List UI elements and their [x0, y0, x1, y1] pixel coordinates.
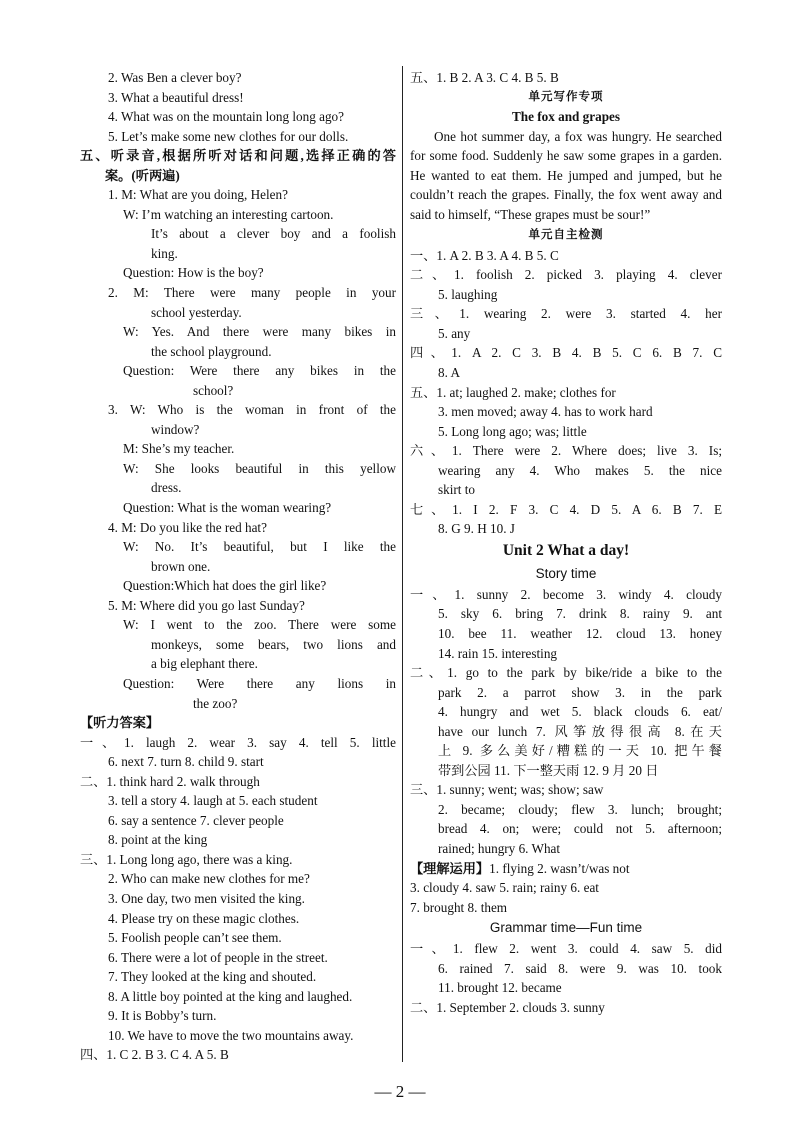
text-line: 一、1. sunny 2. become 3. windy 4. cloudy: [410, 586, 722, 602]
text-line: 二、1. go to the park by bike/ride a bike to the: [410, 665, 722, 681]
text-line: monkeys, some bears, two lions and: [151, 636, 396, 652]
text-line: Question: How is the boy?: [123, 265, 264, 281]
text-line: 4. What was on the mountain long long ago?: [108, 109, 344, 125]
text-line: 5. Let’s make some new clothes for our dolls.: [108, 128, 349, 144]
text-line: 1. M: What are you doing, Helen?: [108, 187, 288, 203]
text-line: 三、1. sunny; went; was; show; saw: [410, 782, 604, 798]
story-time-title: Story time: [535, 565, 597, 581]
text-line: have our lunch 7. 风筝放得很高 8.在天: [438, 723, 722, 739]
text-line: king.: [151, 245, 178, 261]
writing-section-title: 单元写作专项: [528, 90, 604, 103]
text-line: 一、1. flew 2. went 3. could 4. saw 5. did: [410, 941, 722, 957]
text-line: 3. tell a story 4. laugh at 5. each student: [108, 793, 318, 809]
text-line: 二、1. September 2. clouds 3. sunny: [410, 999, 605, 1015]
text-line: 4. Please try on these magic clothes.: [108, 910, 300, 926]
text-line: 5. Long long ago; was; little: [438, 423, 587, 439]
text-line: 6. There were a lot of people in the street.: [108, 949, 328, 965]
text-line: W: Yes. And there were many bikes in: [123, 324, 396, 340]
text-line: 六、1. There were 2. Where does; live 3. Is;: [410, 443, 722, 459]
text-line: W: She looks beautiful in this yellow: [123, 460, 396, 476]
text-line: 5. laughing: [438, 286, 498, 302]
right-top-answers: [410, 68, 722, 88]
text-line: W: I’m watching an interesting cartoon.: [123, 206, 334, 222]
text-line: 2. became; cloudy; flew 3. lunch; brought;: [438, 801, 722, 817]
text-line: 2. Who can make new clothes for me?: [108, 871, 310, 887]
page-number: — 2 —: [374, 1082, 426, 1101]
text-line: W: No. It’s beautiful, but I like the: [123, 539, 396, 555]
text-line: Question: What is the woman wearing?: [123, 500, 332, 516]
text-line: window?: [151, 421, 200, 437]
text-line: 五、听录音,根据所听对话和问题,选择正确的答: [80, 148, 396, 164]
text-line: 5. M: Where did you go last Sunday?: [108, 597, 305, 613]
text-line: 【理解运用】1. flying 2. wasn’t/was not: [410, 860, 630, 876]
text-line: brown one.: [151, 558, 211, 574]
text-line: 6. next 7. turn 8. child 9. start: [108, 754, 264, 770]
text-line: 7. They looked at the king and shouted.: [108, 969, 317, 985]
text-line: 3. What a beautiful dress!: [108, 89, 244, 105]
text-line: the zoo?: [193, 695, 238, 711]
grammar-time-title: Grammar time—Fun time: [489, 920, 643, 936]
text-line: park 2. a parrot show 3. in the park: [438, 684, 722, 700]
text-line: 5. sky 6. bring 7. drink 8. rainy 9. ant: [438, 606, 722, 622]
text-line: 【听力答案】: [80, 715, 160, 731]
text-line: rained; hungry 6. What: [438, 841, 561, 856]
text-line: 2. M: There were many people in your: [108, 285, 396, 301]
text-line: 8. G 9. H 10. J: [438, 521, 515, 537]
text-line: 一、1. laugh 2. wear 3. say 4. tell 5. little: [80, 734, 396, 750]
text-line: 10. We have to move the two mountains away.: [108, 1027, 354, 1043]
text-line: 3. cloudy 4. saw 5. rain; rainy 6. eat: [410, 880, 599, 896]
text-line: the school playground.: [151, 343, 272, 359]
text-line: skirt to: [438, 482, 475, 498]
story-title: The fox and grapes: [511, 109, 621, 125]
text-line: 8. point at the king: [108, 832, 208, 848]
text-line: Question: Were there any lions in: [123, 675, 396, 691]
text-line: 案。(听两遍): [105, 167, 180, 183]
text-line: wearing any 4. Who makes 5. the nice: [438, 462, 722, 478]
text-line: 五、1. at; laughed 2. make; clothes for: [410, 384, 616, 400]
text-line: W: I went to the zoo. There were some: [123, 617, 396, 633]
text-line: 三、1. Long long ago, there was a king.: [80, 851, 293, 867]
text-line: 8. A: [438, 364, 460, 380]
text-line: 3. W: Who is the woman in front of the: [108, 402, 396, 418]
unit-test-answers: [410, 246, 722, 539]
story-time-answers: [410, 585, 722, 917]
text-line: 9. It is Bobby’s turn.: [108, 1008, 217, 1024]
story-paragraph: One hot summer day, a fox was hungry. He searched for some food. Suddenly he saw some grapes in a garden. He wanted to eat them. He jumped and jumped, but he couldn’t reach the grapes. Finally, the fox went away and said to himself, “These grapes must be sour!”: [410, 128, 722, 222]
text-line: 11. brought 12. became: [438, 980, 562, 996]
text-line: dress.: [151, 480, 182, 496]
text-line: 七、1. I 2. F 3. C 4. D 5. A 6. B 7. E: [410, 501, 722, 517]
grammar-time-answers: [410, 939, 722, 1017]
text-line: 6. say a sentence 7. clever people: [108, 812, 284, 828]
text-line: 带到公园 11. 下一整天雨 12. 9 月 20 日: [438, 762, 659, 778]
text-line: It’s about a clever boy and a foolish: [151, 226, 396, 242]
text-line: 4. hungry and wet 5. black clouds 6. eat/: [438, 704, 722, 720]
text-line: Question:Which hat does the girl like?: [123, 578, 327, 594]
text-line: 8. A little boy pointed at the king and laughed.: [108, 988, 353, 1004]
text-line: 四、1. A 2. C 3. B 4. B 5. C 6. B 7. C: [410, 345, 722, 361]
text-line: 上 9. 多么美好/糟糕的一天 10. 把午餐: [438, 743, 722, 759]
text-line: school?: [193, 382, 234, 398]
text-line: 一、1. A 2. B 3. A 4. B 5. C: [410, 247, 559, 263]
test-section-title: 单元自主检测: [528, 229, 604, 242]
text-line: 5. Foolish people can’t see them.: [108, 930, 282, 946]
unit-title: Unit 2 What a day!: [502, 541, 630, 559]
text-line: bread 4. on; were; could not 5. afternoon;: [438, 821, 722, 837]
text-line: 二、1. foolish 2. picked 3. playing 4. clever: [410, 267, 722, 283]
text-line: 四、1. C 2. B 3. C 4. A 5. B: [80, 1047, 229, 1063]
text-line: 2. Was Ben a clever boy?: [108, 70, 242, 85]
column-divider: [402, 66, 403, 1062]
text-line: 4. M: Do you like the red hat?: [108, 519, 267, 535]
text-line: Question: Were there any bikes in the: [123, 363, 396, 379]
text-line: school yesterday.: [151, 304, 242, 320]
right-column: [410, 68, 722, 1017]
text-line: 五、1. B 2. A 3. C 4. B 5. B: [410, 70, 559, 85]
text-line: 14. rain 15. interesting: [438, 645, 558, 661]
text-line: 10. bee 11. weather 12. cloud 13. honey: [438, 625, 722, 641]
text-line: 3. One day, two men visited the king.: [108, 890, 305, 906]
text-line: 3. men moved; away 4. has to work hard: [438, 404, 653, 420]
left-column: [80, 68, 396, 1065]
text-line: 二、1. think hard 2. walk through: [80, 773, 260, 789]
text-line: 7. brought 8. them: [410, 899, 508, 915]
text-line: M: She’s my teacher.: [123, 441, 235, 457]
text-line: 三、1. wearing 2. were 3. started 4. her: [410, 306, 722, 322]
text-line: a big elephant there.: [151, 656, 258, 672]
text-line: 6. rained 7. said 8. were 9. was 10. took: [438, 960, 722, 976]
text-line: 5. any: [438, 325, 471, 341]
